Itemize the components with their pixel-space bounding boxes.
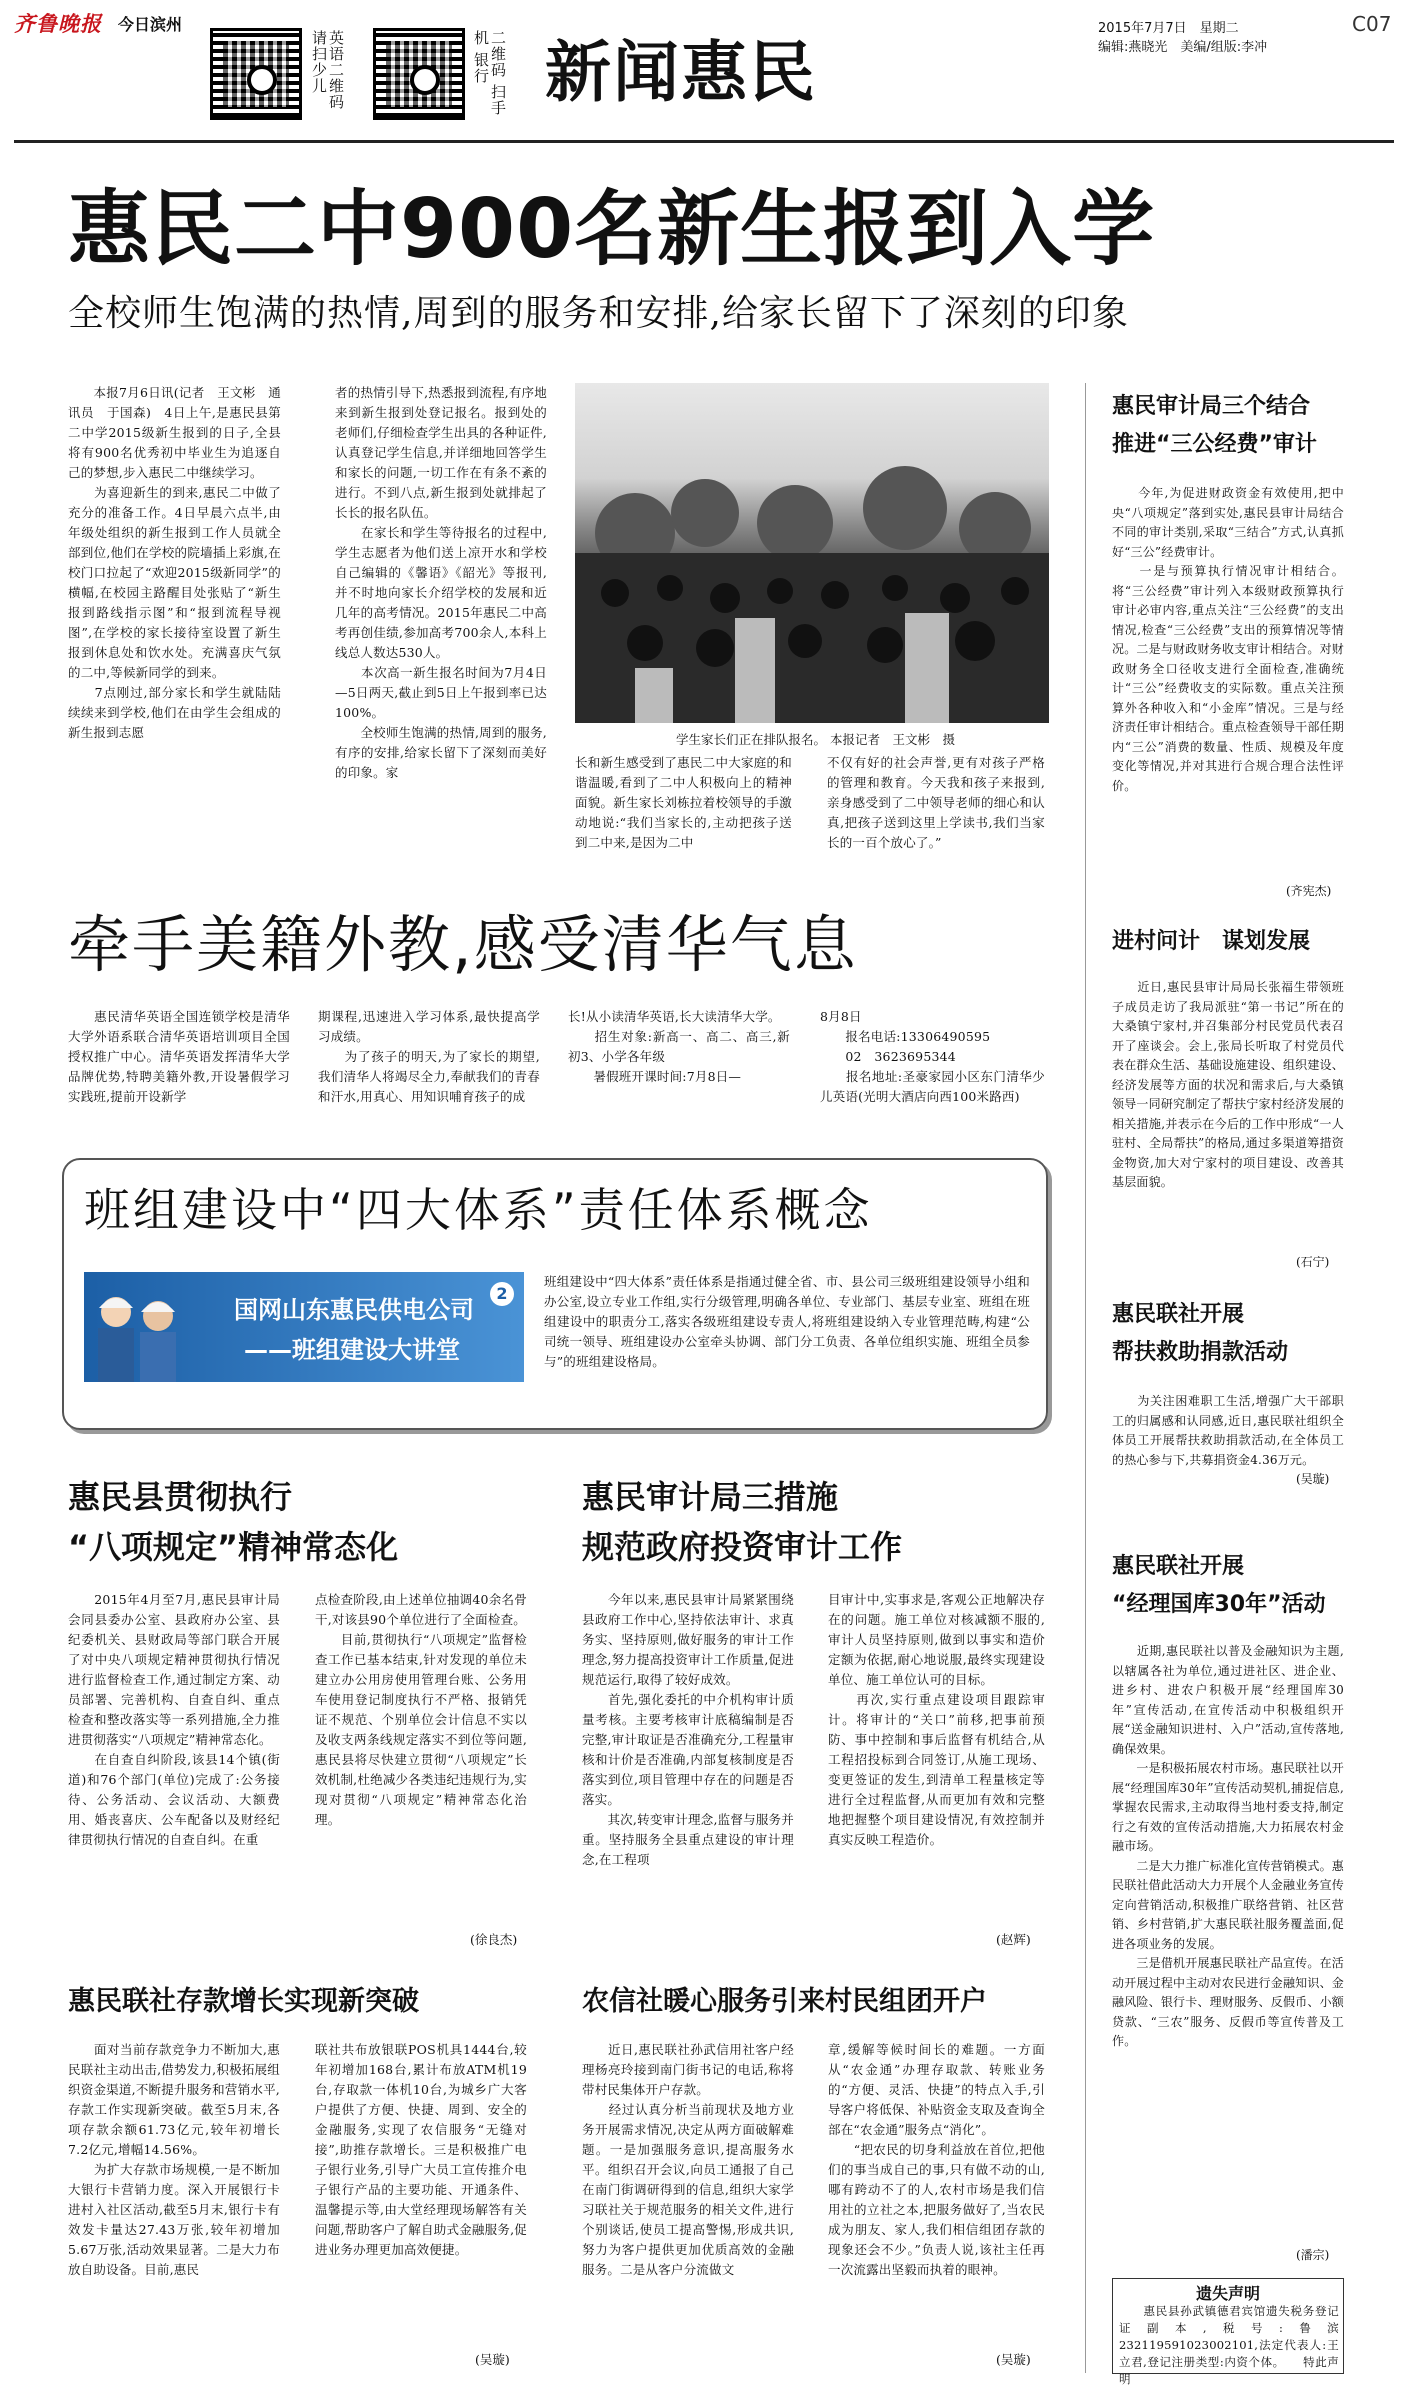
sidebar-1-author: (齐宪杰) [1286,884,1332,898]
eight-rules-author: (徐良杰) [470,1932,518,1947]
sidebar-2-author: (石宁) [1296,1255,1330,1269]
lead-photo [575,383,1049,723]
photo-caption: 学生家长们正在排队报名。 本报记者 王文彬 摄 [676,732,955,747]
rural-col2: 章,缓解等候时间长的难题。一方面从“农金通”办理存取款、转账业务的“方便、灵活、快捷”的特点入手,引导客户将低保、补贴资金支取及查询全部在“农金通”服务点“消化”。 “把农民的切身利益放在首位,把他们的事当成自己的事,只有做不动的山,哪有跨动不了的人,农村市场是我们信用社的立社之本,把服务做好了,当农民成为朋友、家人,我们相信组团存款的现象还会不少。”负责人说,该社主任再一次流露出坚毅而执着的眼神。 [828,2042,1045,2277]
deposit-col1: 面对当前存款竞争力不断加大,惠民联社主动出击,借势发力,积极拓展组织资金渠道,不断提升服务和营销水平,存款工作实现新突破。截至5月末,各项存款余额61.73亿元,较年初增长7.2亿元,增幅14.56%。 为扩大存款市场规模,一是不断加大银行卡营销力度。深入开展银行卡进村入社区活动,截至5月末,银行卡有效发卡量达27.43万张,较年初增加5.67万张,活动效果显著。二是大力布放自助设备。目前,惠民 [68,2042,280,2277]
grid-ad-box [62,1158,1048,1430]
masthead [0,0,1409,150]
eight-rules-col1: 2015年4月至7月,惠民县审计局会同县委办公室、县政府办公室、县纪委机关、县财政局等部门联合开展了对中央八项规定精神贯彻执行情况进行监督检查工作,通过制定方案、动员部署、完善机构、自查自纠、重点检查和整改落实等一系列措施,全力推进贯彻落实“八项规定”精神常态化。 在自查自纠阶段,该县14个镇(街道)和76个部门(单位)完成了:公务接待、公务活动、会议活动、大额费用、婚丧喜庆、公车配备以及财经纪律贯彻执行情况的自查自纠。在重 [68,1592,280,1847]
tsinghua-headline: 牵手美籍外教,感受清华气息 [68,908,858,981]
notice-body: 惠民县孙武镇德君宾馆遗失税务登记证副本,税号:鲁滨232119591023002101,法定代表人:王立君,登记注册类型:内资个体。 特此声明 [1119,2304,1339,2386]
sidebar-3-author: (吴璇) [1296,1472,1330,1486]
banner-subtitle: ——班组建设大讲堂 [244,1336,460,1364]
audit-headline-2: 规范政府投资审计工作 [582,1528,903,1566]
tsinghua-col2: 期课程,迅速进入学习体系,最快提高学习成绩。 为了孩子的明天,为了家长的期望,我们清华人将竭尽全力,奉献我们的青春和汗水,用真心、用知识哺育孩子的成 [318,1009,540,1104]
workers-icon [84,1272,194,1382]
eight-rules-headline-1: 惠民县贯彻执行 [68,1478,293,1516]
deposit-col2: 联社共布放银联POS机具1444台,较年初增加168台,累计布放ATM机19台,存取款一体机10台,为城乡广大客户提供了方便、快捷、周到、安全的金融服务,实现了农信服务“无缝对接”,助推存款增长。三是积极推广电子银行业务,引导广大员工宣传推介电子银行产品的主要功能、开通条件、温馨提示等,由大堂经理现场解答有关问题,帮助客户了解自助式金融服务,促进业务办理更加高效便捷。 [315,2042,527,2257]
sidebar-4-body: 近期,惠民联社以普及金融知识为主题,以辖属各社为单位,通过进社区、进企业、进乡村、进农户积极开展“经理国库30年”宣传活动,在宣传活动中积极组织开展“送金融知识进村、入户”活动,宣传落地,确保效果。 一是积极拓展农村市场。惠民联社以开展“经理国库30年”宣传活动契机,捕捉信息,掌握农民需求,主动取得当地村委支持,制定行之有效的宣传活动措施,大力拓展农村金融市场。 二是大力推广标准化宣传营销模式。惠民联社借此活动大力开展个人金融业务宣传定向营销活动,积极推广联络营销、社区营销、乡村营销,扩大惠民联社服务覆盖面,促进各项业务的发展。 三是借机开展惠民联社产品宣传。在活动开展过程中主动对农民进行金融知识、金融风险、银行卡、理财服务、反假币、小额贷款、“三农”服务、反假币等宣传普及工作。 [1112,1644,1344,2048]
qr2-caption: 二维码 扫手机 银行 [472,30,507,116]
lead-headline: 惠民二中900名新生报到入学 [68,182,1156,277]
lost-notice-box [1112,2278,1344,2386]
qr1-caption: 英语二维码 请扫少儿 [310,30,345,110]
rural-headline: 农信社暖心服务引来村民组团开户 [582,1986,987,2017]
page-number: C07 [1352,12,1392,36]
rural-col1: 近日,惠民联社孙武信用社客户经理杨亮玲接到南门街书记的电话,称将带村民集体开户存款。 经过认真分析当前现状及地方业务开展需求情况,决定从两方面破解难题。一是加强服务意识,提高服务水平。组织召开会议,向员工通报了自己在南门街调研得到的信息,组织大家学习联社关于规范服务的相关文件,进行个别谈话,使员工提高警惕,形成共识,努力为客户提供更加优质高效的金融服务。二是从客户分流做文 [582,2042,794,2277]
crowd-illustration [575,383,1049,723]
lead-col4: 不仅有好的社会声誉,更有对孩子严格的管理和教育。今天我和孩子来报到,亲身感受到了二中领导老师的细心和认真,把孩子送到这里上学读书,我们当家长的一百个放心了。” [827,755,1045,850]
paper-name: 齐鲁晚报 [14,11,102,36]
lead-col1: 本报7月6日讯(记者 王文彬 通讯员 于国森) 4日上午,是惠民县第二中学2015级新生报到的日子,全县将有900名优秀初中毕业生为追逐自己的梦想,步入惠民二中继续学习。 为喜迎新生的到来,惠民二中做了充分的准备工作。4日早晨六点半,由年级处组织的新生报到工作人员就全部到位,他们在学校的院墙插上彩旗,在校门口拉起了“欢迎2015级新同学”的横幅,在校园主路醒目处张贴了“新生报到路线指示图”和“报到流程导视图”,在学校的家长接待室设置了新生报到休息处和饮水处。充满喜庆气氛的二中,等候新同学的到来。 7点刚过,部分家长和学生就陆陆续续来到学校,他们在由学生会组成的新生报到志愿 [68,385,281,740]
eight-rules-headline-2: “八项规定”精神常态化 [68,1528,399,1566]
audit-col2: 目审计中,实事求是,客观公正地解决存在的问题。施工单位对核减额不服的,审计人员坚持原则,做到以事实和造价定额为依据,耐心地说服,最终实现建设单位、施工单位认可的目标。 再次,实行重点建设项目跟踪审计。将审计的“关口”前移,把事前预防、事中控制和事后监督有机结合,从工程招投标到合同签订,从施工现场、变更签证的发生,到清单工程量核定等进行全过程监督,从而更加有效和完整地把握整个项目建设情况,有效控制并真实反映工程造价。 [828,1592,1045,1847]
grid-banner [84,1272,524,1382]
header-rule [14,140,1394,143]
banner-badge: 2 [490,1282,514,1306]
sidebar-1-headline-2: 推进“三公经费”审计 [1112,432,1317,457]
sidebar-2-headline: 进村问计 谋划发展 [1112,929,1311,954]
tsinghua-col1: 惠民清华英语全国连锁学校是清华大学外语系联合清华英语培训项目全国授权推广中心。清华英语发挥清华大学品牌优势,特聘美籍外教,开设暑假学习实践班,提前开设新学 [68,1009,290,1104]
sidebar-divider [1085,383,1086,2373]
sidebar-3-body: 为关注困难职工生活,增强广大干部职工的归属感和认同感,近日,惠民联社组织全体员工开展帮扶救助捐款活动,在全体员工的热心参与下,共募捐资金4.36万元。 [1112,1394,1344,1467]
qr-code-bank [373,28,465,120]
sidebar-4-headline-2: “经理国库30年”活动 [1112,1592,1326,1617]
grid-ad-body: 班组建设中“四大体系”责任体系是指通过健全省、市、县公司三级班组建设领导小组和办公室,设立专业工作组,实行分级管理,明确各单位、专业部门、基层专业室、班组在班组建设中的职责分工,落实各级班组建设专责人,将班组建设纳入专业管理范畴,构建“公司统一领导、班组建设办公室牵头协调、部门分工负责、各单位组织实施、班组全员参与”的班组建设格局。 [544,1274,1030,1369]
tsinghua-col3: 长!从小读清华英语,长大读清华大学。 招生对象:新高一、高二、高三,新初3、小学各年级 暑假班开课时间:7月8日— [568,1009,790,1084]
weekday-text: 星期二 [1199,21,1239,36]
sidebar-3-headline-1: 惠民联社开展 [1112,1302,1245,1327]
sidebar-3-headline-2: 帮扶救助捐款活动 [1112,1340,1289,1365]
qr-code-english [210,28,302,120]
editor-credits: 编辑:燕晓光 美编/组版:李冲 [1098,40,1268,55]
sidebar-1-body: 今年,为促进财政资金有效使用,把中央“八项规定”落到实处,惠民县审计局结合不同的审计类别,采取“三结合”方式,认真抓好“三公”经费审计。 一是与预算执行情况审计相结合。将“三公经费”审计列入本级财政预算执行审计必审内容,重点关注“三公经费”的支出情况,检查“三公经费”支出的预算情况等情况。二是与财政财务收支审计相结合。对财政财务全口径收支进行全面检查,准确统计“三公”经费收支的实际数。重点关注预算外各种收入和“小金库”情况。三是与经济责任审计相结合。重点检查领导干部任期内“三公”消费的数量、性质、规模及年度变化等情况,并对其进行合规合理合法性评价。 [1112,486,1344,793]
edition-name: 今日滨州 [118,15,183,34]
lead-subhead: 全校师生饱满的热情,周到的服务和安排,给家长留下了深刻的印象 [68,293,1129,334]
audit-author: (赵辉) [996,1932,1031,1947]
sidebar-4-headline-1: 惠民联社开展 [1112,1554,1245,1579]
date-text: 2015年7月7日 [1098,21,1187,36]
sidebar-1-headline-1: 惠民审计局三个结合 [1112,394,1311,419]
deposit-headline: 惠民联社存款增长实现新突破 [68,1986,419,2017]
deposit-author: (吴璇) [475,2352,510,2367]
audit-col1: 今年以来,惠民县审计局紧紧围绕县政府工作中心,坚持依法审计、求真务实、坚持原则,做好服务的审计工作理念,努力提高投资审计工作质量,促进规范运行,取得了较好成效。 首先,强化委托的中介机构审计质量考核。主要考核审计底稿编制是否完整,审计取证是否准确充分,工程量审核和计价是否准确,内部复核制度是否落实到位,项目管理中存在的问题是否落实。 其次,转变审计理念,监督与服务并重。坚持服务全县重点建设的审计理念,在工程项 [582,1592,794,1867]
audit-headline-1: 惠民审计局三措施 [582,1478,839,1516]
eight-rules-col2: 点检查阶段,由上述单位抽调40余名骨干,对该县90个单位进行了全面检查。 目前,贯彻执行“八项规定”监督检查工作已基本结束,针对发现的单位未建立办公用房使用管理台账、公务用车使用登记制度执行不严格、报销凭证不规范、个别单位会计信息不实以及收支两条线规定落实不到位等问题,惠民县将尽快建立贯彻“八项规定”长效机制,杜绝减少各类违纪违规行为,实现对贯彻“八项规定”精神常态化治理。 [315,1592,527,1827]
tsinghua-col4: 8月8日 报名电话:13306490595 02 3623695344 报名地址:圣豪家园小区东门清华少儿英语(光明大酒店向西100米路西) [820,1009,1045,1104]
lead-col3: 长和新生感受到了惠民二中大家庭的和谐温暖,看到了二中人积极向上的精神面貌。新生家长刘栋拉着校领导的手激动地说:“我们当家长的,主动把孩子送到二中来,是因为二中 [575,755,792,850]
sidebar-4-author: (潘宗) [1296,2248,1330,2262]
issue-date [1098,17,1239,36]
rural-author: (吴璇) [996,2352,1031,2367]
section-title: 新闻惠民 [545,33,817,111]
banner-title: 国网山东惠民供电公司 [234,1296,474,1324]
lead-col2: 者的热情引导下,热悉报到流程,有序地来到新生报到处登记报名。报到处的老师们,仔细检查学生出具的各种证件,认真登记学生信息,并详细地回答学生和家长的问题,一切工作在有条不紊的进行。不到八点,新生报到处就排起了长长的报名队伍。 在家长和学生等待报名的过程中,学生志愿者为他们送上凉开水和学校自己编辑的《馨语》《韶光》等报刊,并不时地向家长介绍学校的发展和近几年的高考情况。2015年惠民二中高考再创佳绩,参加高考700余人,本科上线总人数达530人。 本次高一新生报名时间为7月4日—5日两天,截止到5日上午报到率已达100%。 全校师生饱满的热情,周到的服务,有序的安排,给家长留下了深刻而美好的印象。家 [335,385,547,780]
grid-ad-headline: 班组建设中“四大体系”责任体系概念 [84,1183,873,1237]
notice-title: 遗失声明 [1195,2284,1260,2303]
sidebar-2-body: 近日,惠民县审计局局长张福生带领班子成员走访了我局派驻“第一书记”所在的大桑镇宁家村,并召集部分村民党员代表召开了座谈会。会上,张局长听取了村党员代表在群众生活、基础设施建设、组织建设、经济发展等方面的状况和需求后,与大桑镇领导一同研究制定了帮扶宁家村经济发展的相关措施,并表示在今后的工作中形成“一人驻村、全局帮扶”的格局,通过多渠道筹措资金物资,加大对宁家村的项目建设、改善其基层面貌。 [1112,980,1344,1189]
